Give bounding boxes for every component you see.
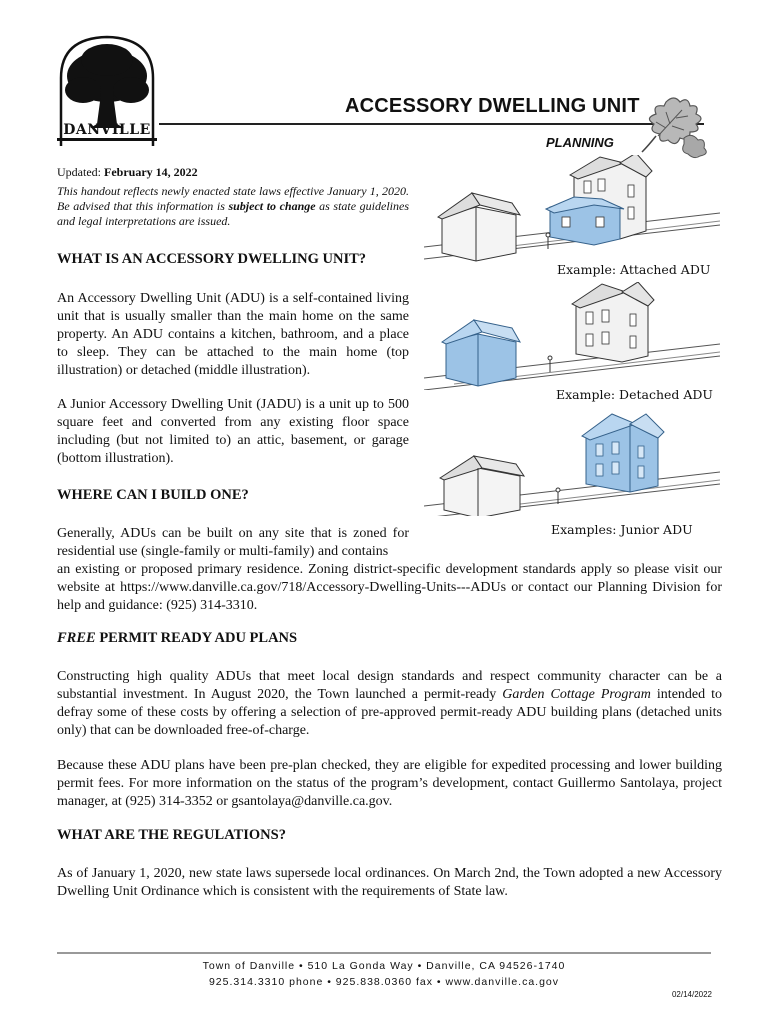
title-rule bbox=[159, 123, 704, 125]
intro-emphasis: subject to change bbox=[228, 199, 316, 213]
page-title: ACCESSORY DWELLING UNIT bbox=[345, 95, 640, 117]
paragraph-free-plans-2: Because these ADU plans have been pre-plan checked, they are eligible for expedited processing and lower building permit fees. For more information on the status of the program’s development, contact Guillermo Santolaya, project manager, at (925) 314-3352 or gsantolaya@danville.ca.gov. bbox=[57, 758, 722, 809]
paragraph-regulations: As of January 1, 2020, new state laws supersede local ordinances. On March 2nd, the Town adopted a new Accessory Dwelling Unit Ordinance which is consistent with the requirements of State law. bbox=[57, 866, 722, 899]
footer-date: 02/14/2022 bbox=[671, 990, 712, 999]
footer-rule bbox=[57, 952, 711, 954]
department-label: PLANNING bbox=[546, 135, 614, 150]
garden-cottage-program: Garden Cottage Program bbox=[502, 687, 651, 702]
heading-where-build: WHERE CAN I BUILD ONE? bbox=[57, 487, 249, 503]
heading-free-plans bbox=[57, 630, 297, 647]
free-p1-b: intended to defray some of these costs by offering a selection of pre-approved permit-ready ADU building plans (detached units only) that can be downloaded free-of-charge. bbox=[57, 687, 723, 738]
updated-line bbox=[57, 165, 198, 180]
caption-attached-adu: Example: Attached ADU bbox=[557, 262, 711, 277]
intro-part2: as state guidelines and legal interpretations are issued. bbox=[57, 199, 409, 228]
paragraph-jadu-definition: A Junior Accessory Dwelling Unit (JADU) is a unit up to 500 square feet and converted from any existing floor space including (but not limited to) an attic, basement, or garage (bottom illustration). bbox=[57, 397, 409, 466]
intro-notice bbox=[57, 184, 409, 229]
free-p1-a: Constructing high quality ADUs that meet local design standards and respect community character can be a substantial investment. In August 2020, the Town launched a permit-ready bbox=[57, 669, 722, 702]
logo-text: DANVILLE bbox=[63, 122, 151, 138]
caption-junior-adu: Examples: Junior ADU bbox=[551, 522, 693, 537]
updated-date: February 14, 2022 bbox=[104, 165, 198, 179]
heading-regulations: WHAT ARE THE REGULATIONS? bbox=[57, 827, 286, 843]
updated-label: Updated: bbox=[57, 165, 101, 179]
illustration-detached-adu bbox=[424, 282, 720, 390]
danville-logo bbox=[57, 34, 157, 150]
paragraph-free-plans-1 bbox=[57, 668, 722, 740]
heading-free-rest: PERMIT READY ADU PLANS bbox=[95, 630, 298, 646]
footer-address: Town of Danville • 510 La Gonda Way • Danville, CA 94526-1740 bbox=[202, 960, 566, 972]
caption-detached-adu: Example: Detached ADU bbox=[556, 387, 713, 402]
heading-free-emphasis: FREE bbox=[57, 630, 96, 646]
paragraph-adu-definition: An Accessory Dwelling Unit (ADU) is a self-contained living unit that is usually smaller than the main home on the same property. An ADU contains a kitchen, bathroom, and a place to sleep. They can be attached to the main home (top illustration) or detached (middle illustration). bbox=[57, 291, 409, 378]
paragraph-where-part1: Generally, ADUs can be built on any site that is zoned for residential use (single-family or multi-family) and contains bbox=[57, 526, 409, 559]
illustration-junior-adu bbox=[424, 408, 720, 516]
paragraph-where-part2: an existing or proposed primary residence. Zoning district-specific development standards apply so please visit our website at https://www.danville.ca.gov/718/Accessory-Dwelling-Units---ADUs or contact our Planning Division for help and guidance: (925) 314-3310. bbox=[57, 562, 722, 613]
heading-what-is-adu: WHAT IS AN ACCESSORY DWELLING UNIT? bbox=[57, 251, 367, 267]
footer-contact: 925.314.3310 phone • 925.838.0360 fax • www.danville.ca.gov bbox=[208, 976, 560, 988]
oak-leaf-icon bbox=[636, 92, 716, 160]
intro-part1: This handout reflects newly enacted state laws effective January 1, 2020. Be advised that this information is bbox=[57, 184, 409, 213]
illustration-attached-adu bbox=[424, 155, 720, 263]
